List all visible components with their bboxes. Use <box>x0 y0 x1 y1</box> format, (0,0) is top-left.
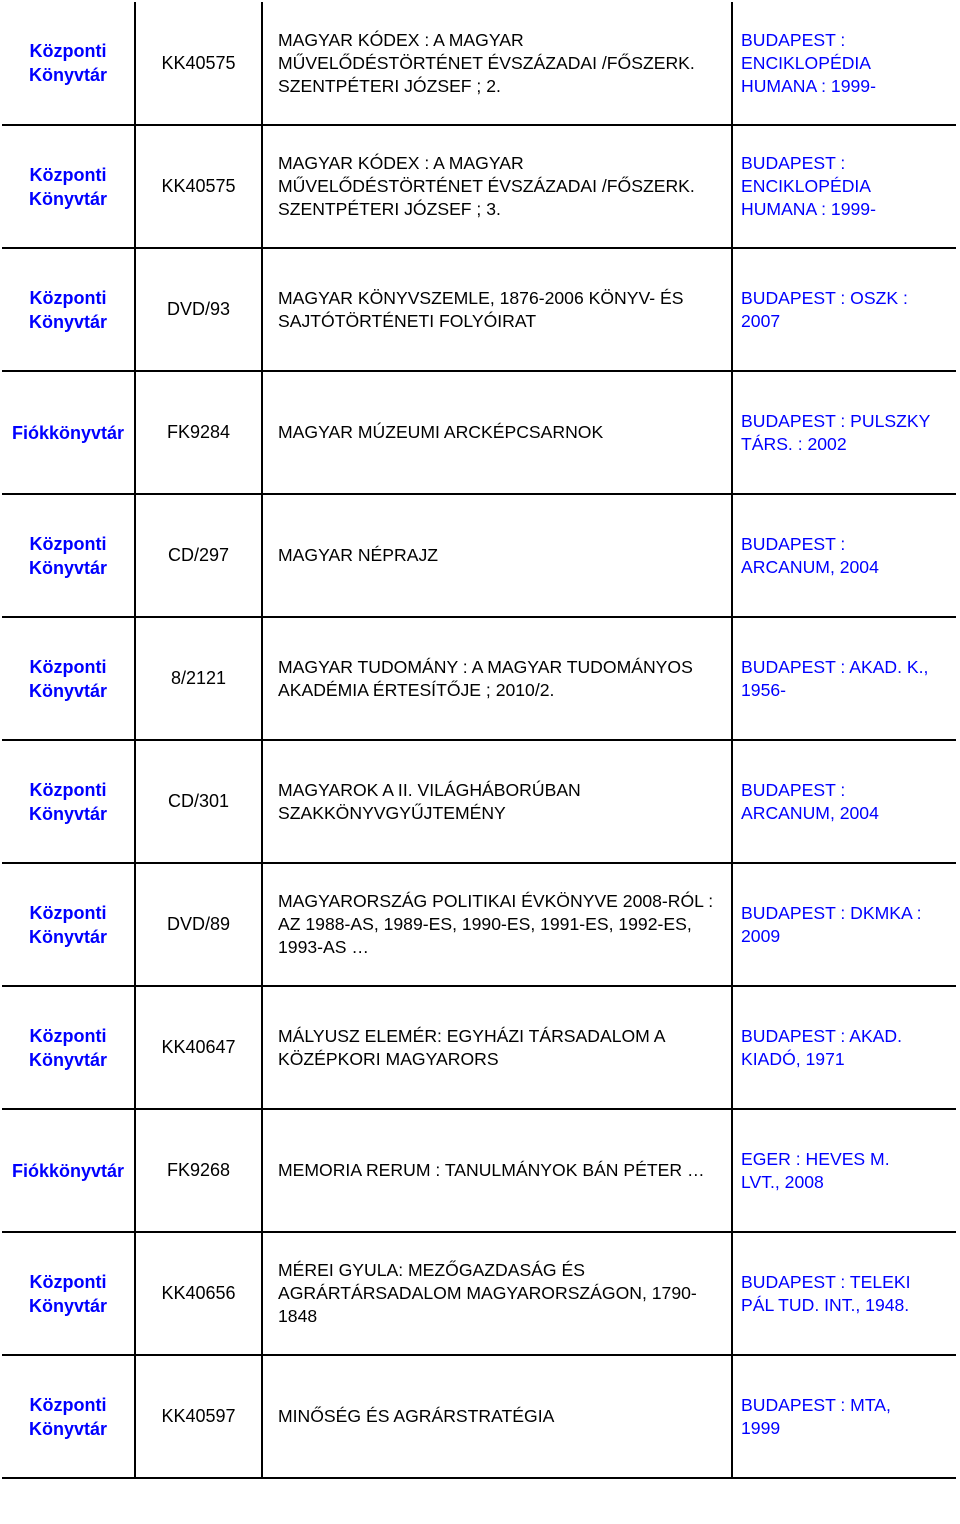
location-text: Központi Könyvtár <box>28 1394 108 1439</box>
title-cell <box>262 1355 732 1478</box>
title-cell <box>262 248 732 371</box>
publisher-text: BUDAPEST : OSZK : 2007 <box>741 287 908 331</box>
signature-text: DVD/89 <box>166 914 231 934</box>
table-row <box>2 863 956 986</box>
publisher-text: BUDAPEST : DKMKA : 2009 <box>741 902 922 946</box>
publisher-cell <box>732 248 956 371</box>
title-text: MAGYAR TUDOMÁNY : A MAGYAR TUDOMÁNYOS AKADÉMIA ÉRTESÍTŐJE ; 2010/2. <box>278 656 693 700</box>
table-row <box>2 494 956 617</box>
signature-text: KK40647 <box>161 1037 236 1057</box>
signature-text: FK9268 <box>166 1160 231 1180</box>
location-cell <box>2 617 135 740</box>
title-cell <box>262 863 732 986</box>
table-row <box>2 986 956 1109</box>
publisher-text: BUDAPEST : AKAD. K., 1956- <box>741 656 929 700</box>
publisher-text: BUDAPEST : TELEKI PÁL TUD. INT., 1948. <box>741 1271 911 1315</box>
publisher-cell <box>732 740 956 863</box>
publisher-cell <box>732 494 956 617</box>
title-text: MÁLYUSZ ELEMÉR: EGYHÁZI TÁRSADALOM A KÖZÉPKORI MAGYARORS <box>278 1025 666 1069</box>
publisher-text: BUDAPEST : ARCANUM, 2004 <box>741 533 879 577</box>
publisher-text: EGER : HEVES M. LVT., 2008 <box>741 1148 890 1192</box>
title-text: MAGYAR KÓDEX : A MAGYAR MŰVELŐDÉSTÖRTÉNET ÉVSZÁZADAI /FŐSZERK. SZENTPÉTERI JÓZSEF ; 2. <box>278 29 695 96</box>
title-cell <box>262 986 732 1109</box>
table-row <box>2 1109 956 1232</box>
publisher-cell <box>732 986 956 1109</box>
title-text: MAGYAR MÚZEUMI ARCKÉPCSARNOK <box>278 422 604 442</box>
signature-text: DVD/93 <box>166 299 231 319</box>
location-cell <box>2 1232 135 1355</box>
location-text: Központi Könyvtár <box>28 902 108 947</box>
location-cell <box>2 1109 135 1232</box>
publisher-text: BUDAPEST : ARCANUM, 2004 <box>741 779 879 823</box>
location-cell <box>2 371 135 494</box>
publisher-cell <box>732 617 956 740</box>
location-cell <box>2 986 135 1109</box>
title-cell <box>262 2 732 125</box>
table-row <box>2 1232 956 1355</box>
title-cell <box>262 740 732 863</box>
title-cell <box>262 371 732 494</box>
location-text: Fiókkönyvtár <box>11 422 125 443</box>
table-row <box>2 740 956 863</box>
location-cell <box>2 248 135 371</box>
publisher-cell <box>732 371 956 494</box>
location-text: Központi Könyvtár <box>28 1025 108 1070</box>
title-text: MAGYAR KÖNYVSZEMLE, 1876-2006 KÖNYV- ÉS SAJTÓTÖRTÉNETI FOLYÓIRAT <box>278 287 684 331</box>
signature-cell <box>135 740 262 863</box>
title-cell <box>262 125 732 248</box>
publisher-cell <box>732 1232 956 1355</box>
signature-text: CD/301 <box>167 791 230 811</box>
title-text: MINŐSÉG ÉS AGRÁRSTRATÉGIA <box>278 1406 555 1426</box>
title-text: MEMORIA RERUM : TANULMÁNYOK BÁN PÉTER … <box>278 1160 705 1180</box>
title-cell <box>262 617 732 740</box>
location-text: Központi Könyvtár <box>28 533 108 578</box>
signature-cell <box>135 863 262 986</box>
publisher-text: BUDAPEST : MTA, 1999 <box>741 1394 891 1438</box>
title-text: MAGYAR NÉPRAJZ <box>278 545 438 565</box>
table-row <box>2 248 956 371</box>
table-row <box>2 371 956 494</box>
signature-cell <box>135 986 262 1109</box>
signature-cell <box>135 1232 262 1355</box>
location-text: Központi Könyvtár <box>28 41 108 85</box>
location-cell <box>2 740 135 863</box>
signature-text: KK40597 <box>161 1406 236 1426</box>
location-cell <box>2 863 135 986</box>
location-text: Központi Könyvtár <box>28 656 108 701</box>
publisher-text: BUDAPEST : ENCIKLOPÉDIA HUMANA : 1999- <box>741 153 876 219</box>
publisher-cell <box>732 125 956 248</box>
signature-text: KK40656 <box>161 1283 236 1303</box>
signature-text: FK9284 <box>166 422 231 442</box>
table-row <box>2 2 956 125</box>
catalog-table <box>2 2 956 1479</box>
signature-text: 8/2121 <box>170 668 227 688</box>
catalog-body <box>2 2 956 1478</box>
location-cell <box>2 125 135 248</box>
signature-cell <box>135 371 262 494</box>
location-text: Központi Könyvtár <box>28 287 108 332</box>
location-cell <box>2 1355 135 1478</box>
signature-text: CD/297 <box>167 545 230 565</box>
publisher-text: BUDAPEST : AKAD. KIADÓ, 1971 <box>741 1025 903 1069</box>
location-text: Központi Könyvtár <box>28 779 108 824</box>
title-text: MAGYAR KÓDEX : A MAGYAR MŰVELŐDÉSTÖRTÉNET ÉVSZÁZADAI /FŐSZERK. SZENTPÉTERI JÓZSEF ; 3. <box>278 153 695 219</box>
title-text: MAGYARORSZÁG POLITIKAI ÉVKÖNYVE 2008-RÓL : AZ 1988-AS, 1989-ES, 1990-ES, 1991-ES, 1992-ES, 1993-AS … <box>278 891 714 957</box>
signature-text: KK40575 <box>161 176 236 196</box>
location-text: Központi Könyvtár <box>28 164 108 209</box>
location-cell <box>2 2 135 125</box>
title-text: MAGYAROK A II. VILÁGHÁBORÚBAN SZAKKÖNYVGYŰJTEMÉNY <box>278 779 581 823</box>
title-cell <box>262 494 732 617</box>
table-row <box>2 1355 956 1478</box>
signature-cell <box>135 1109 262 1232</box>
signature-cell <box>135 494 262 617</box>
publisher-text: BUDAPEST : PULSZKY TÁRS. : 2002 <box>741 410 931 454</box>
location-text: Fiókkönyvtár <box>11 1160 125 1181</box>
signature-cell <box>135 617 262 740</box>
location-text: Központi Könyvtár <box>28 1271 108 1316</box>
publisher-text: BUDAPEST : ENCIKLOPÉDIA HUMANA : 1999- <box>741 29 876 96</box>
publisher-cell <box>732 1109 956 1232</box>
table-row <box>2 617 956 740</box>
title-cell <box>262 1109 732 1232</box>
table-row <box>2 125 956 248</box>
location-cell <box>2 494 135 617</box>
signature-cell <box>135 2 262 125</box>
publisher-cell <box>732 863 956 986</box>
signature-cell <box>135 248 262 371</box>
signature-cell <box>135 125 262 248</box>
publisher-cell <box>732 1355 956 1478</box>
signature-cell <box>135 1355 262 1478</box>
title-text: MÉREI GYULA: MEZŐGAZDASÁG ÉS AGRÁRTÁRSADALOM MAGYARORSZÁGON, 1790- 1848 <box>278 1260 697 1326</box>
signature-text: KK40575 <box>161 52 236 73</box>
title-cell <box>262 1232 732 1355</box>
publisher-cell <box>732 2 956 125</box>
